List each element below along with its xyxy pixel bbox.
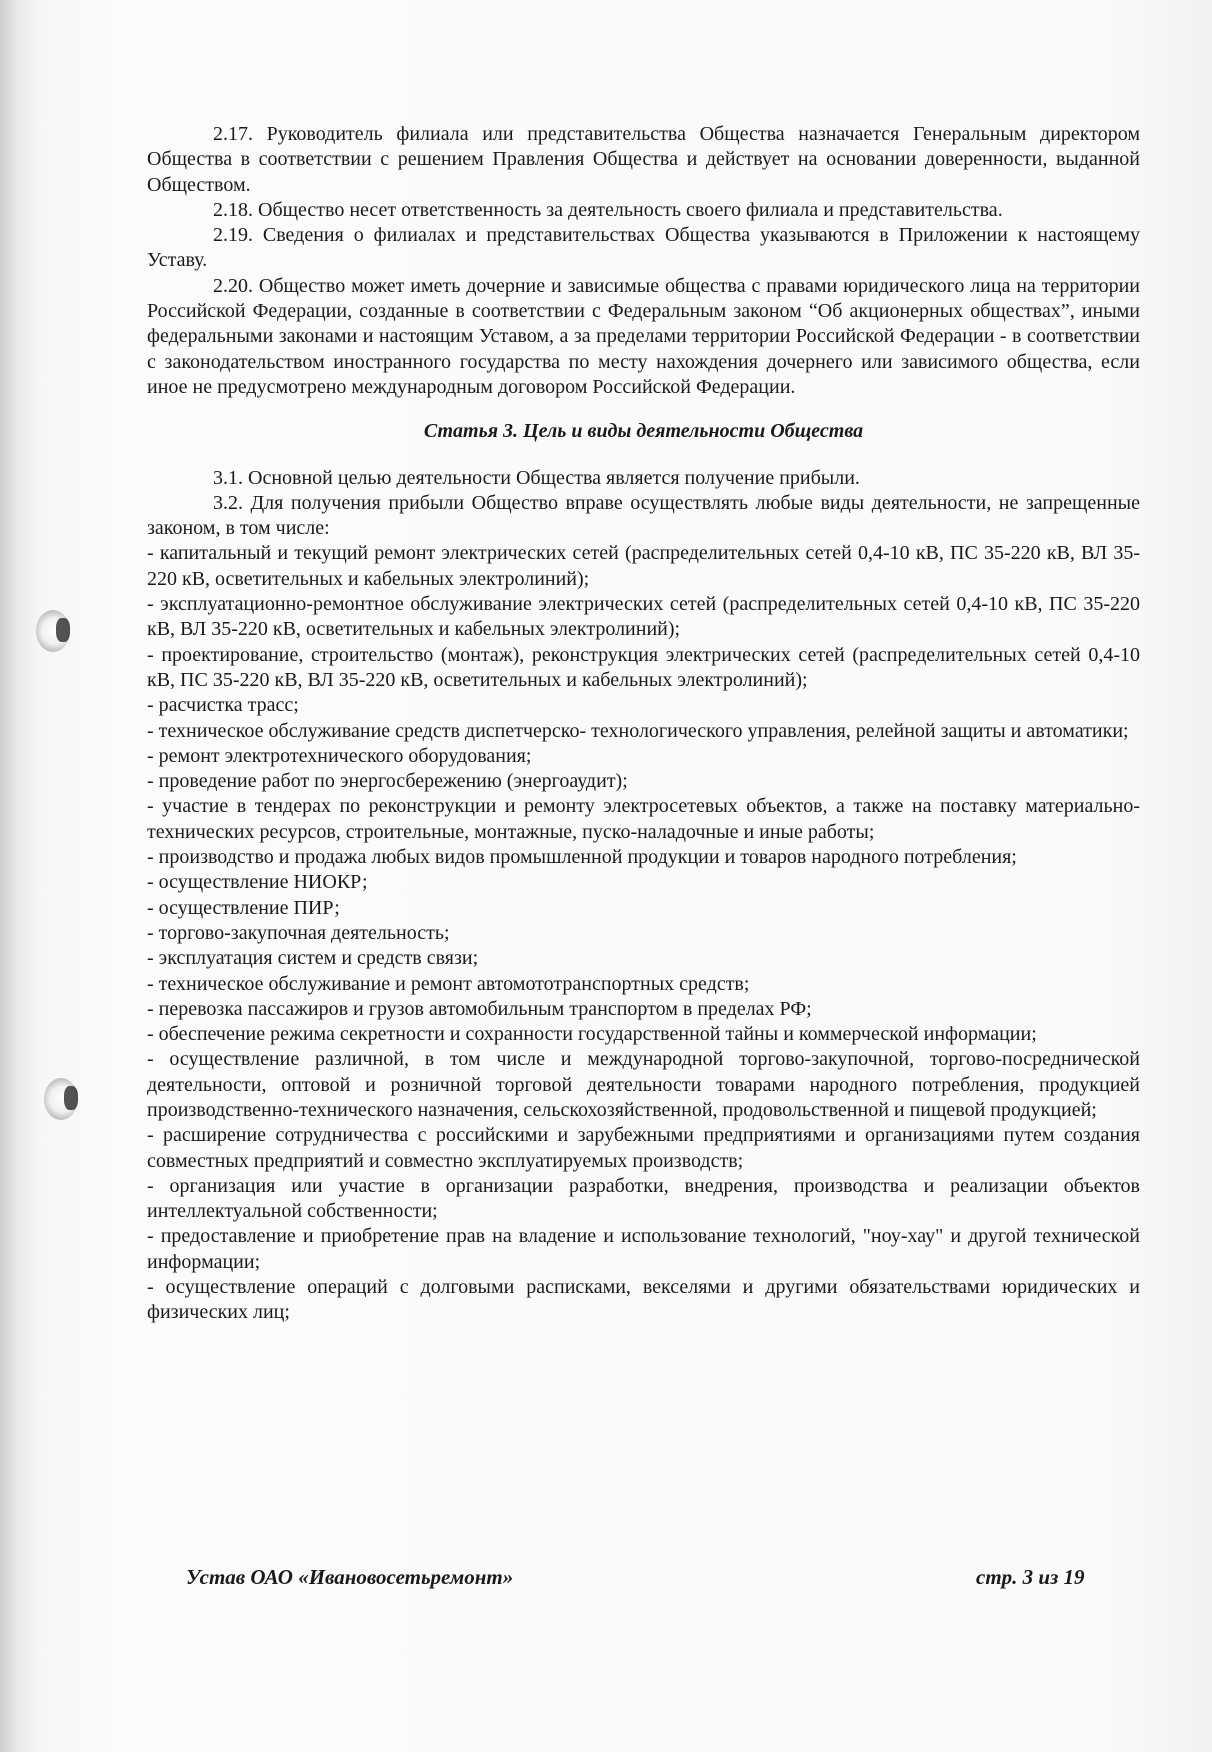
paragraph-3-2: 3.2. Для получения прибыли Общество вправе осуществлять любые виды деятельности, не запрещенные законом, в том числе:: [147, 491, 1140, 540]
list-item: - техническое обслуживание и ремонт автомототранспортных средств;: [147, 972, 750, 995]
document-body: [147, 122, 1140, 1326]
list-item: - проектирование, строительство (монтаж), реконструкция электрических сетей (распределительных сетей 0,4-10 кВ, ПС 35-220 кВ, ВЛ 35-220 кВ, осветительных и кабельных электролиний);: [147, 643, 1140, 691]
list-item: - осуществление ПИР;: [147, 896, 340, 919]
footer-page-number: стр. 3 из 19: [976, 1565, 1085, 1589]
list-item: - проведение работ по энергосбережению (энергоаудит);: [147, 770, 628, 793]
list-item: - организация или участие в организации разработки, внедрения, производства и реализации объектов интеллектуальной собственности;: [147, 1174, 1140, 1223]
list-item: - техническое обслуживание средств диспетчерско- технологического управления, релейной защиты и автоматики;: [147, 719, 1129, 742]
article-3-heading: Статья 3. Цель и виды деятельности Общества: [423, 420, 864, 443]
list-item: - капитальный и текущий ремонт электрических сетей (распределительных сетей 0,4-10 кВ, ПС 35-220 кВ, ВЛ 35-220 кВ, осветительных и кабельных электролиний);: [147, 542, 1140, 590]
paragraph-2-19: 2.19. Сведения о филиалах и представительствах Общества указываются в Приложении к настоящему Уставу.: [147, 224, 1140, 272]
list-item: - эксплуатационно-ремонтное обслуживание электрических сетей (распределительных сетей 0,4-10 кВ, ПС 35-220 кВ, ВЛ 35-220 кВ, осветительных и кабельных электролиний);: [147, 593, 1140, 641]
list-item: - эксплуатация систем и средств связи;: [147, 947, 479, 970]
paragraph-2-18: 2.18. Общество несет ответственность за деятельность своего филиала и представительства.: [213, 198, 1003, 221]
list-item: - ремонт электротехнического оборудования;: [147, 744, 532, 767]
list-item: - осуществление различной, в том числе и международной торгово-закупочной, торгово-посреднической деятельности, оптовой и розничной торговой деятельности товарами народного потребления, продукцией производственно-технического назначения, сельскохозяйственной, продовольственной и пищевой продукцией;: [147, 1048, 1140, 1121]
list-item: - осуществление операций с долговыми расписками, векселями и другими обязательствами юридических и физических лиц;: [147, 1276, 1140, 1324]
list-item: - перевозка пассажиров и грузов автомобильным транспортом в пределах РФ;: [147, 997, 812, 1020]
list-item: - производство и продажа любых видов промышленной продукции и товаров народного потребления;: [147, 846, 1017, 869]
list-item: - участие в тендерах по реконструкции и ремонту электросетевых объектов, а также на поставку материально-технических ресурсов, строительные, монтажные, пуско-наладочные и иные работы;: [147, 795, 1140, 843]
list-item: - осуществление НИОКР;: [147, 871, 368, 894]
punch-hole-top: [36, 610, 70, 652]
paragraph-3-1: 3.1. Основной целью деятельности Общества является получение прибыли.: [213, 466, 860, 489]
list-item: - обеспечение режима секретности и сохранности государственной тайны и коммерческой информации;: [147, 1023, 1037, 1046]
paragraph-2-17: 2.17. Руководитель филиала или представительства Общества назначается Генеральным директором Общества в соответствии с решением Правления Общества и действует на основании доверенности, выданной Обществом.: [147, 123, 1140, 196]
list-item: - расширение сотрудничества с российскими и зарубежными предприятиями и организациями путем создания совместных предприятий и совместно эксплуатируемых производств;: [147, 1124, 1140, 1172]
list-item: - расчистка трасс;: [147, 694, 299, 717]
footer-document-title: Устав ОАО «Ивановосетьремонт»: [186, 1565, 514, 1589]
list-item: - торгово-закупочная деятельность;: [147, 921, 450, 944]
paragraph-2-20: 2.20. Общество может иметь дочерние и зависимые общества с правами юридического лица на территории Российской Федерации, созданные в соответствии с Федеральным законом “Об акционерных обществах”, иными федеральными законами и настоящим Уставом, а за пределами территории Российской Федерации - в соответствии с законодательством иностранного государства по месту нахождения дочернего или зависимого общества, если иное не предусмотрено международным договором Российской Федерации.: [147, 274, 1140, 398]
punch-hole-bottom: [44, 1078, 78, 1120]
list-item: - предоставление и приобретение прав на владение и использование технологий, "ноу-хау" и другой технической информации;: [147, 1225, 1140, 1273]
